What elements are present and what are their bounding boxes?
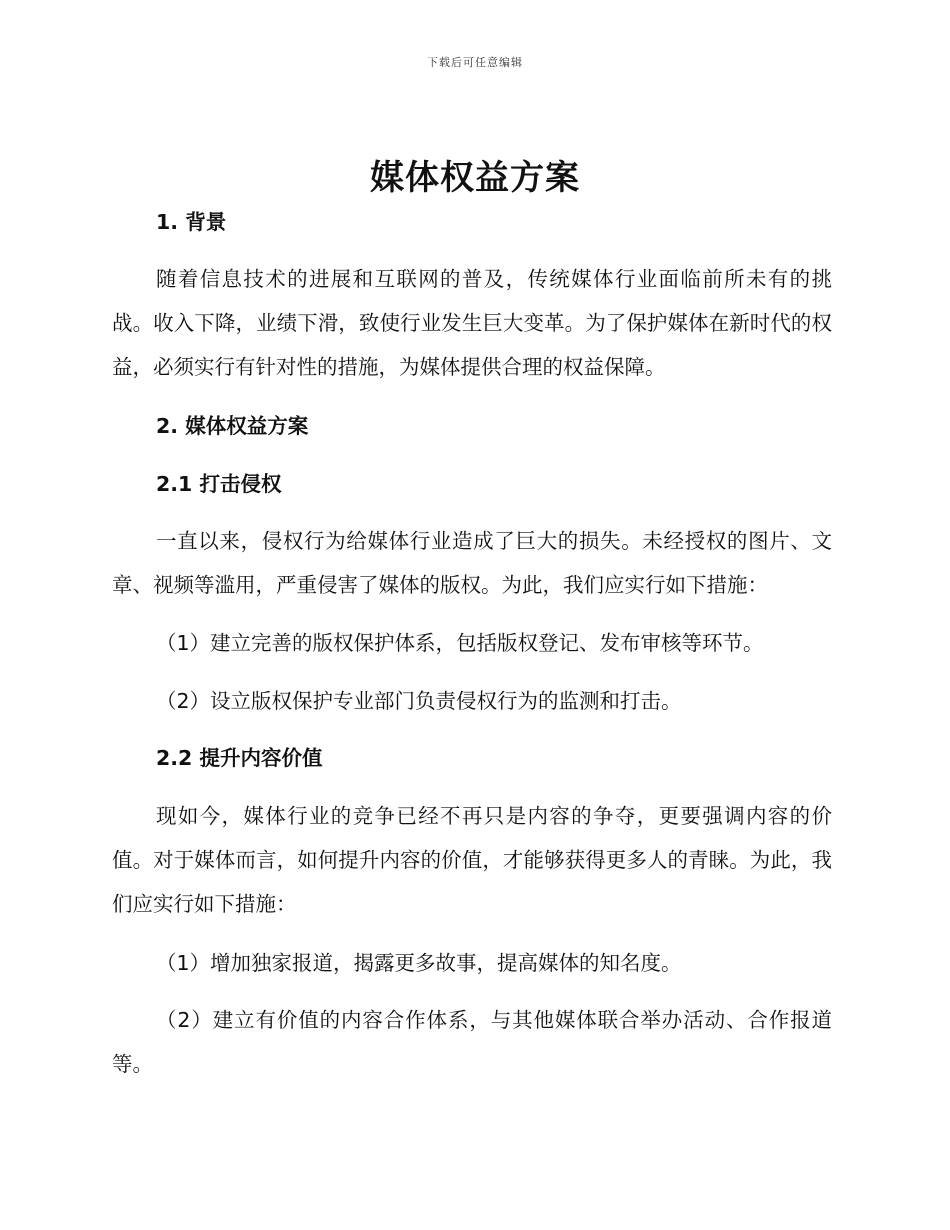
list-item-copyright-department: （2）设立版权保护专业部门负责侵权行为的监测和打击。 [156, 689, 682, 713]
section-heading-background: 1. 背景 [156, 210, 227, 234]
paragraph-content-value: 现如今，媒体行业的竞争已经不再只是内容的争夺，更要强调内容的价值。对于媒体而言，如何提升内容的价值，才能够获得更多人的青睐。为此，我们应实行如下措施： [112, 804, 832, 916]
list-item-exclusive-reports: （1）增加独家报道，揭露更多故事，提高媒体的知名度。 [156, 951, 682, 975]
subsection-heading-content-value: 2.2 提升内容价值 [156, 746, 323, 770]
subsection-heading-combat-infringement: 2.1 打击侵权 [156, 472, 282, 496]
paragraph-background: 随着信息技术的进展和互联网的普及，传统媒体行业面临前所未有的挑战。收入下降，业绩下滑，致使行业发生巨大变革。为了保护媒体在新时代的权益，必须实行有针对性的措施，为媒体提供合理的权益保障。 [112, 267, 832, 379]
document-title: 媒体权益方案 [370, 158, 580, 198]
section-heading-media-rights-plan: 2. 媒体权益方案 [156, 414, 309, 438]
paragraph-combat-infringement: 一直以来，侵权行为给媒体行业造成了巨大的损失。未经授权的图片、文章、视频等滥用，严重侵害了媒体的版权。为此，我们应实行如下措施： [112, 529, 832, 597]
list-item-content-cooperation: （2）建立有价值的内容合作体系，与其他媒体联合举办活动、合作报道等。 [112, 1008, 832, 1076]
header-note: 下载后可任意编辑 [427, 56, 523, 69]
list-item-copyright-system: （1）建立完善的版权保护体系，包括版权登记、发布审核等环节。 [156, 631, 764, 655]
